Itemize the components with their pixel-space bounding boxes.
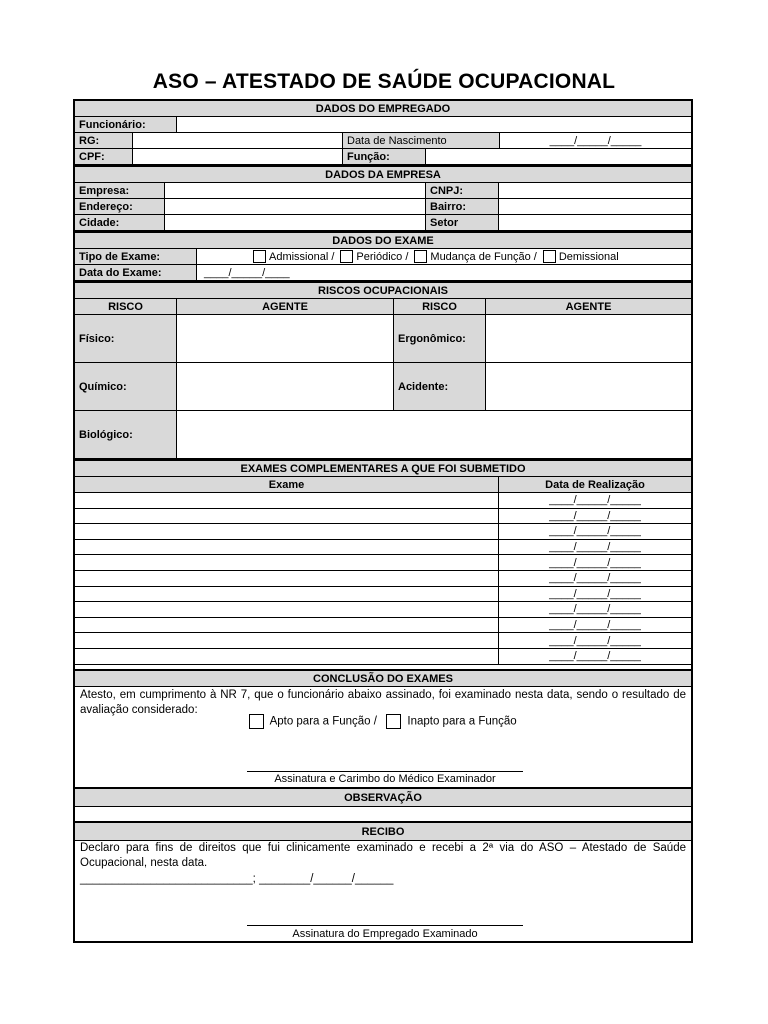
exame-field[interactable] [75, 509, 499, 524]
fisico-agente-field[interactable] [177, 315, 394, 362]
section-header-empregado [75, 101, 691, 117]
header-label: DADOS DO EMPREGADO [315, 102, 451, 115]
funcao-field[interactable] [426, 149, 691, 164]
row-tipo-exame [75, 249, 691, 265]
section-header-observacao [75, 789, 691, 807]
recibo-text: Declaro para fins de direitos que fui clinicamente examinado e recebi a 2ª via do ASO – Atestado de Saúde Ocupacional, nesta data. [80, 842, 686, 869]
data-realizacao-field[interactable]: ____/_____/_____ [549, 525, 641, 538]
observacao-field[interactable] [75, 807, 691, 823]
header-label: OBSERVAÇÃO [344, 791, 422, 804]
table-row [75, 524, 691, 540]
ergonomico-agente-field[interactable] [486, 315, 691, 362]
inapto-label: Inapto para a Função [407, 715, 517, 728]
admissional-label: Admissional / [269, 250, 335, 263]
row-endereco [75, 199, 691, 215]
label-endereco: Endereço: [75, 199, 165, 214]
section-header-conclusao [75, 669, 691, 687]
label-empresa: Empresa: [75, 183, 165, 198]
table-row [75, 555, 691, 571]
label-ergonomico: Ergonômico: [394, 315, 486, 362]
row-biologico [75, 411, 691, 459]
data-realizacao-field[interactable]: ____/_____/_____ [549, 556, 641, 569]
data-exame-field[interactable]: ____/_____/____ [204, 266, 290, 279]
row-quimico [75, 363, 691, 411]
exame-field[interactable] [75, 649, 499, 664]
label-fisico: Físico: [75, 315, 177, 362]
demissional-label: Demissional [558, 250, 619, 263]
exame-field[interactable] [75, 618, 499, 633]
header-label: RISCOS OCUPACIONAIS [318, 284, 448, 297]
label-rg: RG: [75, 133, 133, 148]
header-label: EXAMES COMPLEMENTARES A QUE FOI SUBMETIDO [240, 462, 526, 475]
table-row [75, 602, 691, 618]
exame-field[interactable] [75, 633, 499, 648]
header-label: RECIBO [361, 825, 405, 838]
label-acidente: Acidente: [394, 363, 486, 410]
endereco-field[interactable] [165, 199, 426, 214]
demissional-checkbox[interactable] [543, 250, 556, 263]
label-funcionario: Funcionário: [75, 117, 177, 132]
section-header-empresa [75, 165, 691, 183]
complementares-column-headers [75, 477, 691, 493]
col-exame: Exame [75, 477, 499, 492]
apto-checkbox[interactable] [249, 714, 264, 729]
exame-field[interactable] [75, 571, 499, 586]
section-header-riscos [75, 281, 691, 299]
table-row [75, 571, 691, 587]
inapto-checkbox[interactable] [386, 714, 401, 729]
exame-field[interactable] [75, 540, 499, 555]
table-row [75, 493, 691, 509]
table-row [75, 649, 691, 665]
table-row [75, 618, 691, 634]
label-setor: Setor [426, 215, 499, 230]
table-row [75, 540, 691, 556]
table-row [75, 633, 691, 649]
recibo-box [75, 841, 691, 941]
exame-field[interactable] [75, 555, 499, 570]
section-header-complementares [75, 459, 691, 477]
cpf-field[interactable] [133, 149, 343, 164]
periodico-checkbox[interactable] [340, 250, 353, 263]
row-funcionario [75, 117, 691, 133]
table-row [75, 587, 691, 603]
section-header-exame [75, 231, 691, 249]
periodico-label: Periódico / [356, 250, 409, 263]
data-realizacao-field[interactable]: ____/_____/_____ [549, 650, 641, 663]
riscos-column-headers [75, 299, 691, 315]
page-title: ASO – ATESTADO DE SAÚDE OCUPACIONAL [152, 70, 616, 93]
cnpj-field[interactable] [499, 183, 691, 198]
label-biologico: Biológico: [75, 411, 177, 458]
data-realizacao-field[interactable]: ____/_____/_____ [549, 509, 641, 522]
aptidao-options [249, 714, 517, 729]
tipo-exame-options [197, 249, 691, 264]
col-risco-1: RISCO [75, 299, 177, 314]
data-realizacao-field[interactable]: ____/_____/_____ [549, 634, 641, 647]
row-fisico [75, 315, 691, 363]
label-quimico: Químico: [75, 363, 177, 410]
exame-field[interactable] [75, 587, 499, 602]
data-realizacao-field[interactable]: ____/_____/_____ [549, 603, 641, 616]
mudanca-funcao-checkbox[interactable] [414, 250, 427, 263]
label-cidade: Cidade: [75, 215, 165, 230]
setor-field[interactable] [499, 215, 691, 230]
acidente-agente-field[interactable] [486, 363, 691, 410]
header-label: CONCLUSÃO DO EXAMES [313, 672, 453, 685]
empregado-signature-label: Assinatura do Empregado Examinado [292, 928, 478, 940]
medico-signature-label: Assinatura e Carimbo do Médico Examinador [274, 773, 496, 785]
label-cnpj: CNPJ: [426, 183, 499, 198]
row-rg [75, 133, 691, 149]
empregado-signature-line[interactable] [247, 925, 523, 926]
recibo-local-data-line[interactable]: ___________________________; ________/______/______ [80, 873, 394, 885]
label-data-exame: Data do Exame: [75, 265, 197, 280]
table-row [75, 509, 691, 525]
cidade-field[interactable] [165, 215, 426, 230]
admissional-checkbox[interactable] [253, 250, 266, 263]
data-nascimento-field[interactable]: ____/_____/_____ [549, 134, 642, 147]
medico-signature-line[interactable] [247, 771, 523, 772]
section-header-recibo [75, 823, 691, 841]
col-agente-2: AGENTE [565, 300, 612, 313]
row-empresa [75, 183, 691, 199]
col-data-realizacao: Data de Realização [545, 478, 645, 491]
exame-field[interactable] [75, 602, 499, 617]
exame-field[interactable] [75, 493, 499, 508]
header-label: DADOS DO EXAME [332, 234, 434, 247]
data-realizacao-field[interactable]: ____/_____/_____ [549, 541, 641, 554]
label-tipo-exame: Tipo de Exame: [75, 249, 197, 264]
mudanca-funcao-label: Mudança de Função / [430, 250, 537, 263]
col-agente-1: AGENTE [177, 299, 394, 314]
empresa-field[interactable] [165, 183, 426, 198]
conclusao-box [75, 687, 691, 789]
funcionario-field[interactable] [177, 117, 691, 132]
apto-label: Apto para a Função / [269, 715, 377, 728]
bairro-field[interactable] [499, 199, 691, 214]
exame-field[interactable] [75, 524, 499, 539]
data-realizacao-field[interactable]: ____/_____/_____ [549, 572, 641, 585]
conclusao-text: Atesto, em cumprimento à NR 7, que o funcionário abaixo assinado, foi examinado nesta data, sendo o resultado de avaliação considerado: [80, 689, 686, 716]
aso-form [73, 99, 693, 943]
quimico-agente-field[interactable] [177, 363, 394, 410]
row-cpf [75, 149, 691, 165]
label-funcao: Função: [343, 149, 426, 164]
label-bairro: Bairro: [426, 199, 499, 214]
col-risco-2: RISCO [394, 299, 486, 314]
data-realizacao-field[interactable]: ____/_____/_____ [549, 619, 641, 632]
data-realizacao-field[interactable]: ____/_____/_____ [549, 494, 641, 507]
label-data-nascimento: Data de Nascimento [343, 133, 500, 148]
data-realizacao-field[interactable]: ____/_____/_____ [549, 587, 641, 600]
header-label: DADOS DA EMPRESA [325, 168, 441, 181]
row-cidade [75, 215, 691, 231]
biologico-agente-field[interactable] [177, 411, 691, 458]
rg-field[interactable] [133, 133, 343, 148]
row-data-exame [75, 265, 691, 281]
label-cpf: CPF: [75, 149, 133, 164]
